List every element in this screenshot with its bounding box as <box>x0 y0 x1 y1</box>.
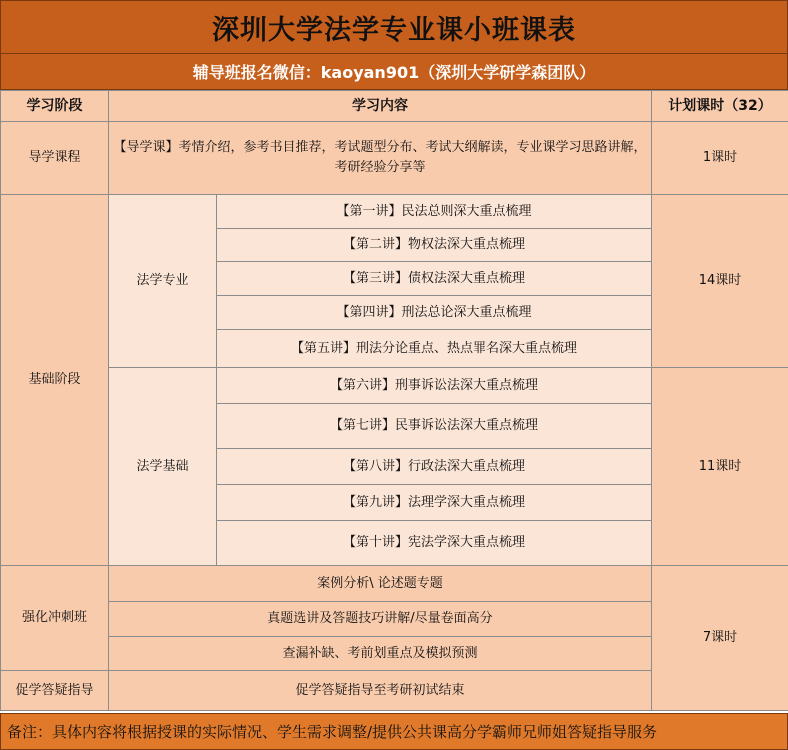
lecture-cell: 【第七讲】民事诉讼法深大重点梳理 <box>217 404 652 449</box>
group-cell-law-major: 法学专业 <box>109 195 217 368</box>
stage-cell-guidance: 促学答疑指导 <box>1 671 109 711</box>
content-cell-guidance: 促学答疑指导至考研初试结束 <box>109 671 652 711</box>
table-row <box>1 195 788 229</box>
sprint-item: 案例分析\ 论述题专题 <box>109 566 652 602</box>
lecture-cell: 【第五讲】刑法分论重点、热点罪名深大重点梳理 <box>217 330 652 368</box>
header-content: 学习内容 <box>109 91 652 122</box>
content-cell-intro: 【导学课】考情介绍，参考书目推荐，考试题型分布、考试大纲解读，专业课学习思路讲解，考研经验分享等 <box>109 122 652 195</box>
subtitle-band <box>0 54 788 90</box>
lecture-cell: 【第三讲】债权法深大重点梳理 <box>217 262 652 296</box>
lecture-cell: 【第二讲】物权法深大重点梳理 <box>217 229 652 262</box>
sprint-item: 查漏补缺、考前划重点及模拟预测 <box>109 637 652 671</box>
schedule-table <box>0 90 788 711</box>
table-row <box>1 368 788 404</box>
header-hours: 计划课时（32） <box>652 91 788 122</box>
sprint-item: 真题选讲及答题技巧讲解/尽量卷面高分 <box>109 602 652 637</box>
header-row <box>1 91 788 122</box>
table-row <box>1 566 788 602</box>
group-cell-law-basics: 法学基础 <box>109 368 217 566</box>
lecture-cell: 【第八讲】行政法深大重点梳理 <box>217 449 652 485</box>
hours-cell-law-basics: 11课时 <box>652 368 788 566</box>
hours-cell-law-major: 14课时 <box>652 195 788 368</box>
lecture-cell: 【第九讲】法理学深大重点梳理 <box>217 485 652 521</box>
note-band <box>0 713 788 750</box>
lecture-cell: 【第一讲】民法总则深大重点梳理 <box>217 195 652 229</box>
hours-cell-sprint: 7课时 <box>652 566 788 711</box>
lecture-cell: 【第十讲】宪法学深大重点梳理 <box>217 521 652 566</box>
subtitle: 辅导班报名微信：kaoyan901（深圳大学研学森团队） <box>192 63 596 82</box>
title-band <box>0 0 788 54</box>
header-stage: 学习阶段 <box>1 91 109 122</box>
hours-cell-intro: 1课时 <box>652 122 788 195</box>
stage-cell-intro: 导学课程 <box>1 122 109 195</box>
page-title: 深圳大学法学专业课小班课表 <box>212 14 576 46</box>
stage-cell-basic: 基础阶段 <box>1 195 109 566</box>
lecture-cell: 【第六讲】刑事诉讼法深大重点梳理 <box>217 368 652 404</box>
footer-note: 备注：具体内容将根据授课的实际情况、学生需求调整/提供公共课高分学霸师兄师姐答疑指导服务 <box>7 723 658 741</box>
stage-cell-sprint: 强化冲刺班 <box>1 566 109 671</box>
table-row <box>1 122 788 195</box>
lecture-cell: 【第四讲】刑法总论深大重点梳理 <box>217 296 652 330</box>
